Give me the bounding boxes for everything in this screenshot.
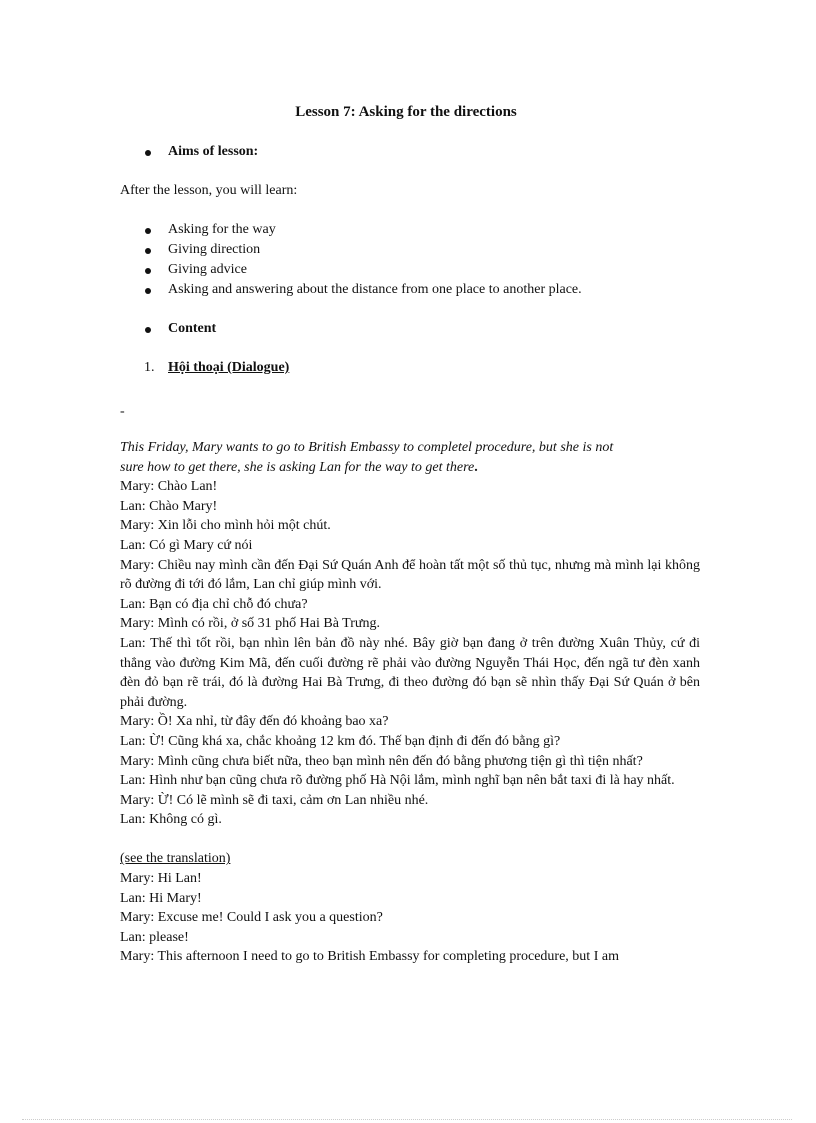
dialogue-vi-line: Lan: Có gì Mary cứ nói [120,537,253,553]
bullet-aim-1 [145,228,151,234]
scenario-line-2-wrap [120,458,700,478]
dialogue-en-line: Mary: This afternoon I need to go to British Embassy for completing procedure, but I am [120,949,619,965]
dialogue-vi-line: Mary: Chiều nay mình cần đến Đại Sứ Quán Anh để hoàn tất một số thủ tục, nhưng mà mình lại không rõ đường đi tới đó lắm, Lan chỉ giúp mình với. [120,557,700,593]
aim-item-3: Giving advice [168,262,247,277]
bullet-aim-3 [145,268,151,274]
lesson-title: Lesson 7: Asking for the directions [295,104,517,120]
dialogue-vi-line: Mary: Mình cũng chưa biết nữa, theo bạn mình nên đến đó bằng phương tiện gì thì tiện nhất? [120,753,643,769]
bullet-aim-2 [145,248,151,254]
dialogue-vi-line: Mary: Chào Lan! [120,479,218,495]
aim-item-2: Giving direction [168,242,261,257]
translation-link[interactable]: (see the translation) [120,851,231,867]
dialogue-en-line: Lan: please! [120,929,189,945]
aims-heading: Aims of lesson: [168,144,259,159]
dialogue-en-line: Mary: Hi Lan! [120,871,202,887]
dialogue-en-line: Mary: Excuse me! Could I ask you a question? [120,910,383,926]
dialogue-vi-line: Mary: Mình có rồi, ở số 31 phố Hai Bà Trưng. [120,616,380,632]
bullet-content [145,327,151,333]
scenario-line-1: This Friday, Mary wants to go to British Embassy to completel procedure, but she is not [120,440,614,455]
dialogue-vi-line: Mary: Ồ! Xa nhỉ, từ đây đến đó khoảng bao xa? [120,714,389,730]
dialogue-vi-line: Lan: Bạn có địa chỉ chỗ đó chưa? [120,596,308,612]
scenario-line-2: sure how to get there, she is asking Lan for the way to get there [120,459,475,475]
bullet-aim-4 [145,288,151,294]
dialogue-vi-line: Lan: Không có gì. [120,812,222,828]
aim-item-1: Asking for the way [168,222,276,237]
content-heading: Content [168,321,217,336]
dialogue-vi-line: Lan: Thế thì tốt rồi, bạn nhìn lên bản đồ này nhé. Bây giờ bạn đang ở trên đường Xuân Thủy, cứ đi thẳng vào đường Kim Mã, đến cuối đường rẽ phải vào đường Nguyễn Thái Học, đến ngã tư đèn xanh đèn đỏ bạn rẽ trái, đó là đường Hai Bà Trưng, đi theo đường đó bạn sẽ nhìn thấy Đại Sứ Quán ở bên phải đường. [120,635,700,710]
aim-item-4: Asking and answering about the distance from one place to another place. [168,282,582,297]
page-bottom-border [22,1119,792,1120]
dialogue-vi-line: Lan: Hình như bạn cũng chưa rõ đường phố Hà Nội lắm, mình nghĩ bạn nên bắt taxi đi là hay nhất. [120,773,675,789]
blank-line [120,830,700,850]
dialogue-vi-line: Mary: Xin lỗi cho mình hỏi một chút. [120,518,331,534]
dialogue-en-line: Lan: Hi Mary! [120,890,202,906]
dash-marker: - [120,404,125,419]
dialogue-vi-line: Lan: Chào Mary! [120,498,218,514]
dialogue-vi-line: Mary: Ừ! Có lẽ mình sẽ đi taxi, cảm ơn Lan nhiều nhé. [120,792,429,808]
intro-text: After the lesson, you will learn: [120,183,298,198]
scenario-period: . [474,459,478,475]
dialogue-vi-line: Lan: Ừ! Cũng khá xa, chắc khoảng 12 km đó. Thế bạn định đi đến đó bằng gì? [120,733,561,749]
bullet-aims [145,150,151,156]
dialogue-block [120,438,700,967]
section-title: Hội thoại (Dialogue) [168,360,290,375]
section-number: 1. [144,360,155,375]
